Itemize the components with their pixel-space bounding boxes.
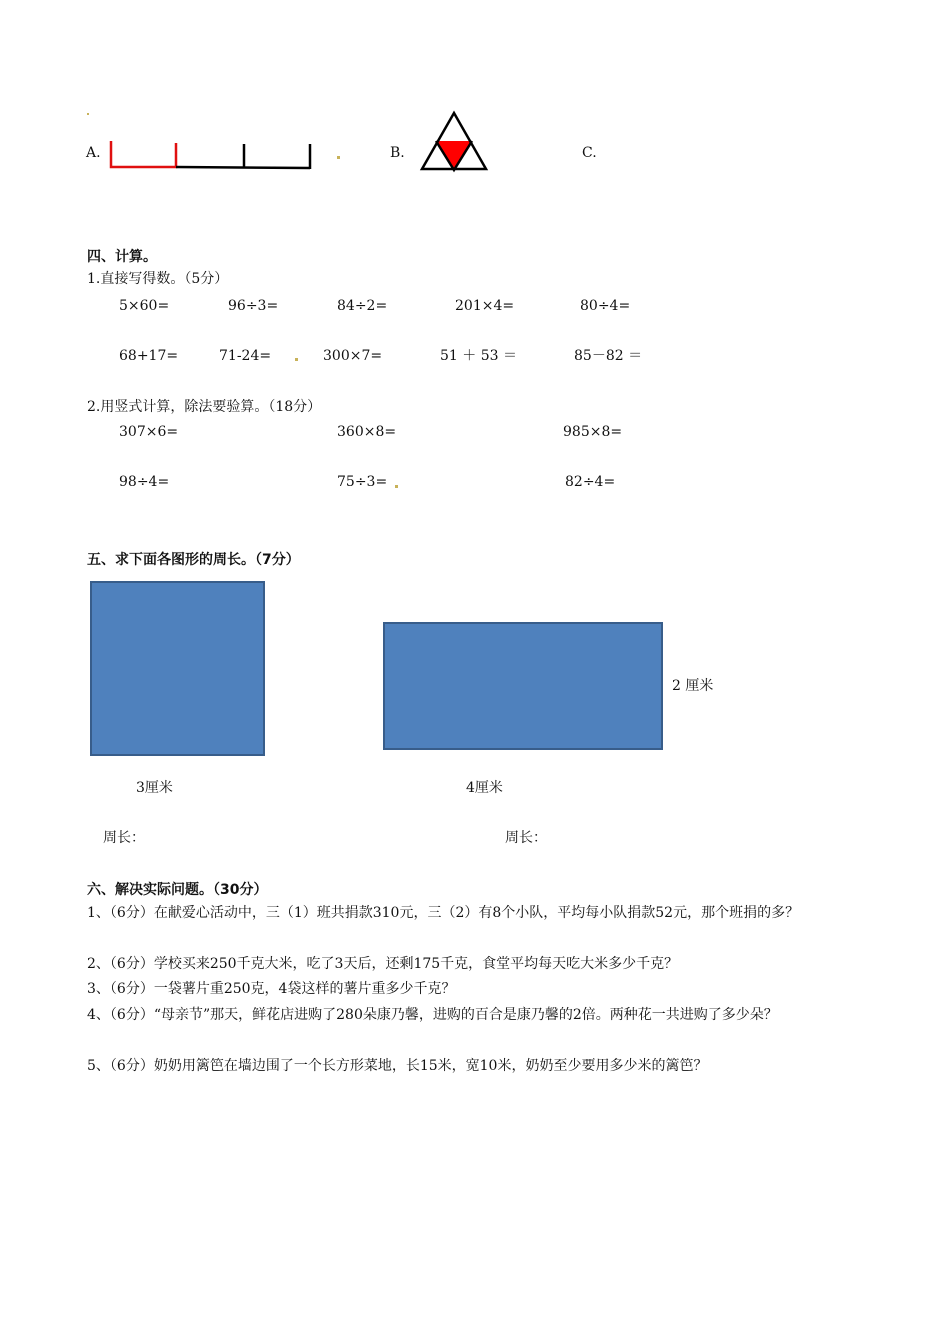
q1-item: 80÷4=: [580, 298, 631, 314]
section-5-title: 五、求下面各图形的周长。（7分）: [87, 552, 300, 568]
q1-item: 96÷3=: [228, 298, 279, 314]
q2-item: 985×8=: [563, 424, 623, 440]
section-6-title: 六、解决实际问题。（30分）: [87, 882, 268, 898]
q1-item: 51 ＋ 53 ＝: [440, 348, 517, 364]
section-4-title: 四、计算。: [87, 249, 157, 265]
q1-item: 5×60=: [119, 298, 170, 314]
option-b-figure[interactable]: [418, 110, 490, 174]
q1-item: 201×4=: [455, 298, 515, 314]
q2-item: 360×8=: [337, 424, 397, 440]
problem-4: 4、（6分）“母亲节”那天，鲜花店进购了280朵康乃馨，进购的百合是康乃馨的2倍。两种花一共进购了多少朵？: [87, 1007, 778, 1023]
problem-2: 2、（6分）学校买来250千克大米，吃了3天后，还剩175千克，食堂平均每天吃大米多少千克？: [87, 956, 679, 972]
q1-item: 71-24=: [219, 348, 272, 364]
square-side-label: 3厘米: [136, 780, 173, 796]
option-b-label: B.: [390, 145, 405, 161]
rectangle-shape: [383, 622, 663, 750]
stray-mark: [395, 485, 398, 488]
square-perimeter-label: 周长：: [103, 830, 145, 846]
q2-item: 75÷3=: [337, 474, 388, 490]
q1-item: 85－82 ＝: [574, 348, 643, 364]
q1-item: 84÷2=: [337, 298, 388, 314]
rectangle-perimeter-label: 周长：: [505, 830, 547, 846]
q2-item: 307×6=: [119, 424, 179, 440]
q1-title: 1.直接写得数。（5分）: [87, 271, 229, 287]
option-c-label: C.: [582, 145, 597, 161]
q2-item: 82÷4=: [565, 474, 616, 490]
stray-mark: [337, 156, 340, 159]
q2-title: 2.用竖式计算，除法要验算。（18分）: [87, 399, 322, 415]
stray-mark: [87, 113, 89, 115]
option-a-figure[interactable]: [106, 138, 316, 172]
stray-mark: [295, 358, 298, 361]
problem-5: 5、（6分）奶奶用篱笆在墙边围了一个长方形菜地，长15米，宽10米，奶奶至少要用多少米的篱笆？: [87, 1058, 708, 1074]
q1-item: 300×7=: [323, 348, 383, 364]
problem-3: 3、（6分）一袋薯片重250克，4袋这样的薯片重多少千克？: [87, 981, 456, 997]
square-shape: [90, 581, 265, 756]
option-a-label: A.: [86, 145, 101, 161]
q1-item: 68+17=: [119, 348, 179, 364]
rectangle-height-label: 2 厘米: [672, 678, 714, 694]
problem-1: 1、（6分）在献爱心活动中，三（1）班共捐款310元，三（2）有8个小队，平均每小队捐款52元，那个班捐的多？: [87, 905, 800, 921]
rectangle-width-label: 4厘米: [466, 780, 503, 796]
q2-item: 98÷4=: [119, 474, 170, 490]
